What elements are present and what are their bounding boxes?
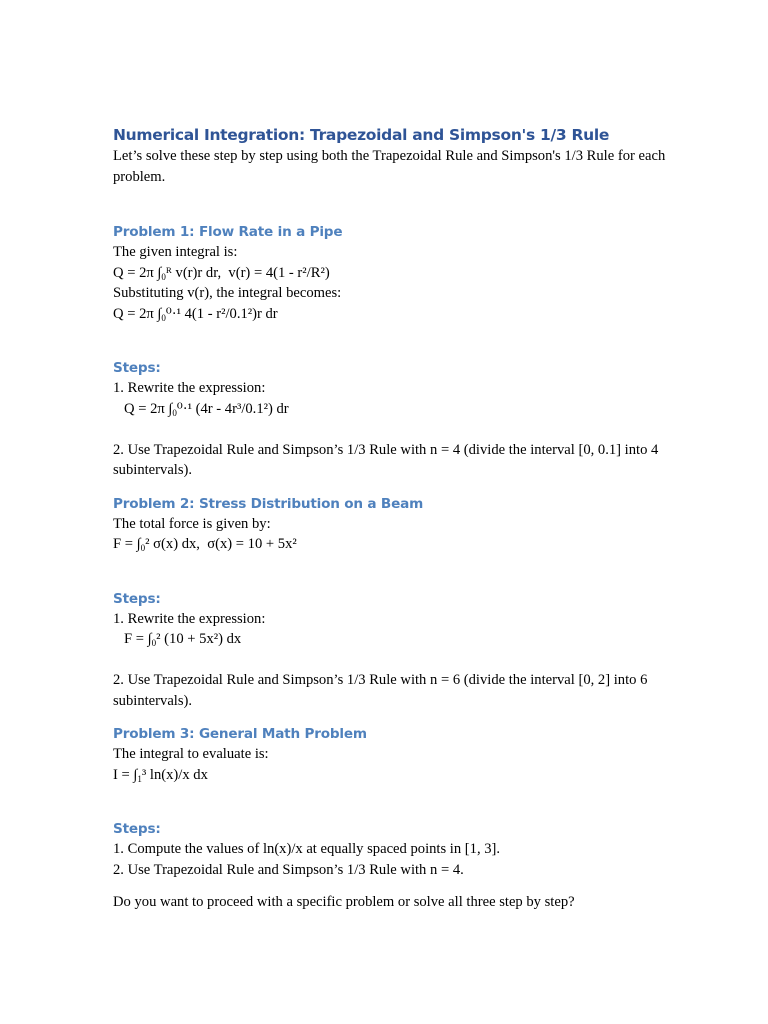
problem1-step1-expression: Q = 2π $\int_0^0\cdot^1$ (4r - 4r³/0.1²) dr	[124, 400, 289, 418]
problem1-integral: Q = 2π $\int_0ᴿ$ v(r)r dr, v(r) = 4(1 - r²/R²)	[113, 264, 330, 282]
problem3-heading: Problem 3: General Math Problem	[113, 726, 367, 742]
closing-question: Do you want to proceed with a specific problem or solve all three step by step?	[113, 894, 575, 910]
problem1-step1: 1. Rewrite the expression:	[113, 380, 266, 396]
problem2-step1: 1. Rewrite the expression:	[113, 610, 266, 627]
problem1-steps-heading: Steps:	[113, 360, 161, 376]
problem3-line1: The integral to evaluate is:	[113, 746, 269, 762]
problem3-steps-heading: Steps:	[113, 821, 161, 837]
problem3-step2: 2. Use Trapezoidal Rule and Simpson’s 1/3 Rule with n = 4.	[113, 861, 464, 878]
problem2-line1: The total force is given by:	[113, 515, 271, 532]
problem2-heading: Problem 2: Stress Distribution on a Beam	[113, 495, 424, 512]
document-page	[113, 124, 673, 913]
problem1-heading: Problem 1: Flow Rate in a Pipe	[113, 224, 343, 240]
problem1-line1: The given integral is:	[113, 244, 238, 260]
problem2-integral: $F = \int_0^2$ σ(x) dx, σ(x) = 10 + 5x²	[113, 536, 297, 553]
problem1-substituted-integral: Q = 2π $\int_0^0\cdot^1$ 4(1 - r²/0.1²)r dr	[113, 305, 278, 323]
problem3-step1: 1. Compute the values of ln(x)/x at equally spaced points in [1, 3].	[113, 841, 501, 857]
intro-paragraph: Let’s solve these step by step using both the Trapezoidal Rule and Simpson's 1/3 Rule for each problem.	[113, 148, 669, 185]
problem2-step2: 2. Use Trapezoidal Rule and Simpson’s 1/3 Rule with n = 6 (divide the interval [0, 2] into 6 subintervals).	[113, 672, 652, 709]
problem1-line3: Substituting v(r), the integral becomes:	[113, 285, 342, 301]
document-title: Numerical Integration: Trapezoidal and Simpson's 1/3 Rule	[113, 126, 610, 144]
problem2-steps-heading: Steps:	[113, 590, 161, 607]
problem1-step2: 2. Use Trapezoidal Rule and Simpson’s 1/3 Rule with n = 4 (divide the interval [0, 0.1] into 4 subintervals).	[113, 441, 662, 478]
problem3-integral: $I = \int_1^3$ ln(x)/x dx	[113, 766, 208, 784]
problem2-step1-expression: $F = \int_0^2$ (10 + 5x²) dx	[124, 631, 242, 648]
